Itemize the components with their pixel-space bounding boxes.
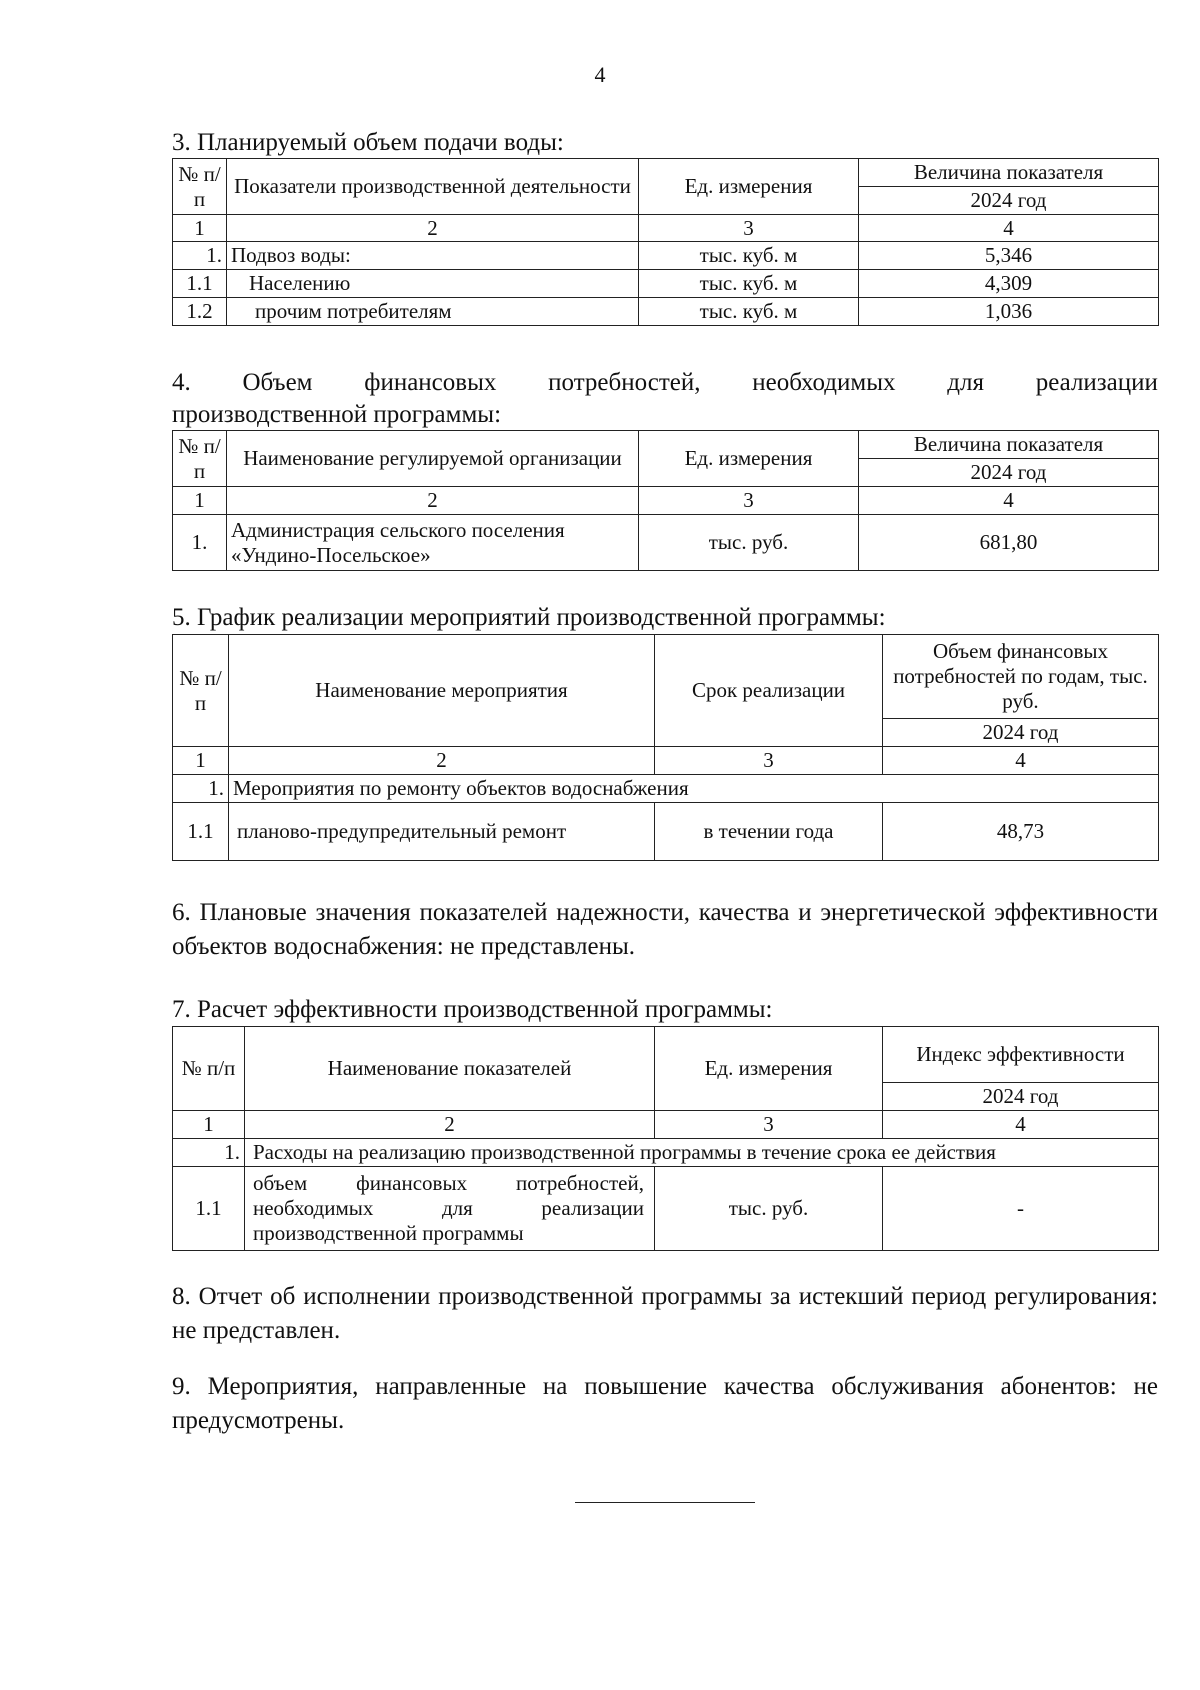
header-name: Наименование мероприятия [229,635,655,747]
header-value: Величина показателя [859,431,1159,459]
row-value: - [883,1167,1159,1251]
page-number: 4 [594,62,606,87]
index-cell: 4 [883,1111,1159,1139]
section-5-title: 5. График реализации мероприятий производственной программы: [172,604,886,631]
index-cell: 4 [883,747,1159,775]
table-row [173,803,1159,861]
section-4-title: 4. Объем финансовых потребностей, необходимых для реализации производственной программы: [172,369,1158,428]
header-name: Наименование регулируемой организации [227,431,639,487]
index-cell: 3 [655,1111,883,1139]
index-cell: 3 [639,215,859,242]
efficiency-table [172,1026,1159,1251]
row-num: 1.1 [173,1167,245,1251]
index-cell: 1 [173,747,229,775]
section-3-title: 3. Планируемый объем подачи воды: [172,129,564,156]
section-6-text: 6. Плановые значения показателей надежности, качества и энергетической эффективности объектов водоснабжения: не представлены. [172,899,1158,960]
header-name: Показатели производственной деятельности [227,159,639,215]
header-num: № п/п [173,635,229,747]
index-cell: 1 [173,1111,245,1139]
section-9-text: 9. Мероприятия, направленные на повышение качества обслуживания абонентов: не предусмотрены. [172,1373,1158,1434]
header-year: 2024 год [859,187,1159,215]
row-name: планово-предупредительный ремонт [229,803,655,861]
row-value: 681,80 [859,515,1159,571]
row-unit: тыс. куб. м [639,298,859,326]
index-cell: 2 [229,747,655,775]
index-cell: 4 [859,215,1159,242]
row-num: 1.2 [173,298,227,326]
row-unit: тыс. куб. м [639,270,859,298]
row-value: 48,73 [883,803,1159,861]
header-year: 2024 год [859,459,1159,487]
index-cell: 1 [173,215,227,242]
row-name: объем финансовых потребностей, необходимых для реализации производственной программы [245,1167,655,1251]
table-group-row [173,775,1159,803]
header-num: № п/п [173,1027,245,1111]
schedule-table [172,634,1159,861]
row-value: 1,036 [859,298,1159,326]
row-name: Населению [227,270,639,298]
index-cell: 3 [639,487,859,515]
group-name: Мероприятия по ремонту объектов водоснабжения [229,775,1159,803]
header-num: № п/п [173,431,227,487]
header-unit: Ед. измерения [639,431,859,487]
header-unit: Ед. измерения [639,159,859,215]
index-cell: 4 [859,487,1159,515]
group-num: 1. [173,775,229,803]
index-cell: 2 [227,215,639,242]
group-name: Расходы на реализацию производственной программы в течение срока ее действия [245,1139,1159,1167]
table-row [173,1167,1159,1251]
row-unit: тыс. руб. [655,1167,883,1251]
table-group-row [173,1139,1159,1167]
row-unit: тыс. руб. [639,515,859,571]
row-name: Подвоз воды: [227,242,639,270]
row-value: 4,309 [859,270,1159,298]
financial-needs-table [172,430,1159,571]
table-row [173,242,1159,270]
row-term: в течении года [655,803,883,861]
water-supply-table [172,158,1159,326]
row-num: 1.1 [173,803,229,861]
row-unit: тыс. куб. м [639,242,859,270]
row-num: 1. [173,242,227,270]
header-unit: Ед. измерения [655,1027,883,1111]
index-cell: 1 [173,487,227,515]
row-num: 1.1 [173,270,227,298]
header-value: Индекс эффективности [883,1027,1159,1083]
row-value: 5,346 [859,242,1159,270]
header-value: Величина показателя [859,159,1159,187]
index-cell: 2 [227,487,639,515]
header-year: 2024 год [883,719,1159,747]
section-8-text: 8. Отчет об исполнении производственной программы за истекший период регулирования: не представлен. [172,1283,1158,1344]
row-num: 1. [173,515,227,571]
header-year: 2024 год [883,1083,1159,1111]
header-term: Срок реализации [655,635,883,747]
row-name: Администрация сельского поселения «Ундино-Посельское» [227,515,639,571]
table-row [173,270,1159,298]
index-cell: 2 [245,1111,655,1139]
row-name: прочим потребителям [227,298,639,326]
group-num: 1. [173,1139,245,1167]
header-value: Объем финансовых потребностей по годам, тыс. руб. [883,635,1159,719]
index-cell: 3 [655,747,883,775]
header-num: № п/п [173,159,227,215]
table-row [173,298,1159,326]
table-row [173,515,1159,571]
section-7-title: 7. Расчет эффективности производственной программы: [172,996,773,1023]
end-rule [575,1502,755,1503]
header-name: Наименование показателей [245,1027,655,1111]
